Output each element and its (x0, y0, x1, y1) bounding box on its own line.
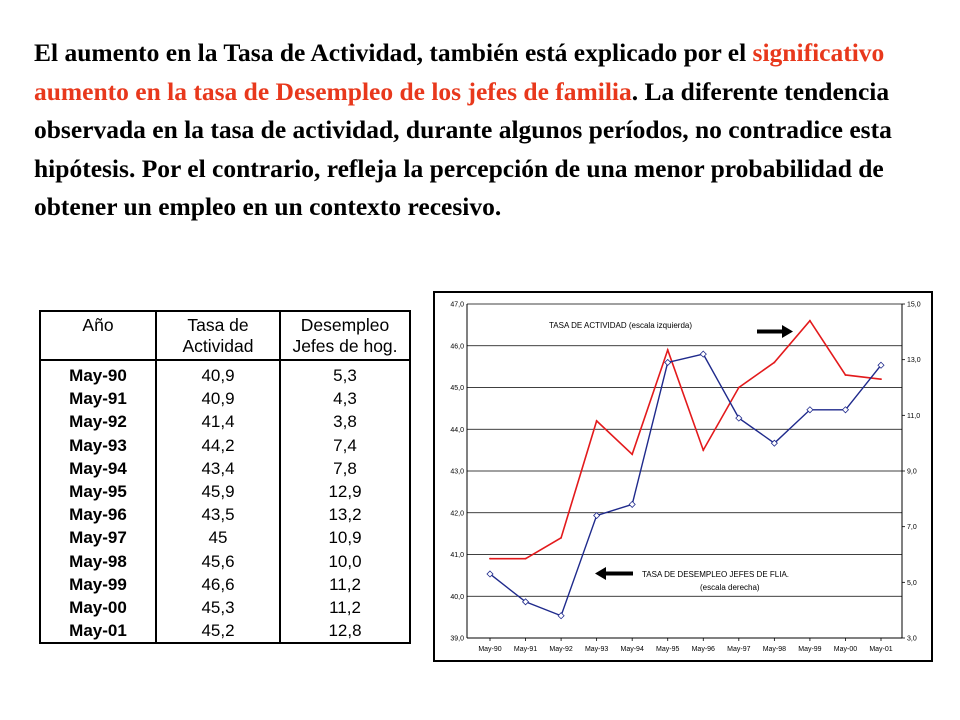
y-right-tick-label: 3,0 (907, 635, 917, 643)
cell-desempleo: 7,8 (280, 457, 409, 480)
actividad-point (845, 374, 847, 376)
line-chart (435, 293, 931, 660)
y-right-tick-label: 11,0 (907, 412, 921, 420)
cell-year: May-93 (69, 435, 127, 455)
y-left-tick-label: 45,0 (450, 385, 464, 392)
actividad-point (738, 387, 740, 389)
table-row (41, 526, 409, 549)
y-left-tick-label: 42,0 (450, 510, 464, 518)
actividad-point (809, 320, 811, 322)
actividad-point (596, 420, 598, 422)
cell-year: May-97 (69, 528, 127, 548)
desempleo-point (558, 613, 564, 619)
x-tick-label: May-01 (869, 646, 893, 653)
desempleo-point (629, 501, 635, 507)
cell-actividad: 45,3 (156, 596, 280, 619)
cell-desempleo: 7,4 (280, 434, 409, 457)
actividad-point (667, 349, 669, 351)
y-right-tick-label: 7,0 (907, 524, 917, 532)
x-tick-label: May-96 (691, 646, 715, 653)
x-tick-label: May-90 (478, 646, 502, 653)
intro-text-part1: El aumento en la Tasa de Actividad, también está explicado por el (34, 38, 753, 67)
table-row (41, 503, 409, 526)
actividad-point (560, 537, 562, 539)
cell-actividad: 44,2 (156, 434, 280, 457)
cell-actividad: 43,5 (156, 503, 280, 526)
cell-desempleo: 5,3 (280, 360, 409, 387)
cell-desempleo: 11,2 (280, 596, 409, 619)
table-row (41, 434, 409, 457)
actividad-point (489, 558, 491, 560)
y-left-tick-label: 46,0 (450, 343, 464, 351)
header-desempleo-line1: Desempleo (300, 315, 390, 335)
cell-actividad: 46,6 (156, 573, 280, 596)
cell-year: May-91 (69, 389, 127, 409)
cell-actividad: 45,6 (156, 550, 280, 573)
cell-year: May-94 (69, 458, 127, 478)
x-tick-label: May-00 (833, 646, 858, 653)
y-right-tick-label: 15,0 (907, 301, 921, 309)
actividad-point (631, 453, 633, 455)
x-tick-label: May-92 (549, 646, 573, 653)
header-actividad-line1: Tasa de (187, 315, 249, 335)
table-row (41, 480, 409, 503)
table-row (41, 550, 409, 573)
table-header-row (41, 312, 409, 360)
cell-actividad: 41,4 (156, 410, 280, 433)
chart-frame (433, 291, 933, 662)
table-row (41, 360, 409, 387)
cell-desempleo: 3,8 (280, 410, 409, 433)
header-actividad-line2: Actividad (182, 336, 254, 356)
table-row (41, 457, 409, 480)
cell-desempleo: 13,2 (280, 503, 409, 526)
actividad-point (525, 558, 527, 560)
desempleo-arrow-shaft (605, 572, 633, 576)
cell-year: May-00 (69, 597, 127, 617)
x-tick-label: May-97 (727, 646, 751, 653)
y-left-tick-label: 39,0 (450, 635, 464, 643)
x-tick-label: May-91 (513, 646, 538, 653)
data-table (41, 312, 409, 642)
table-row (41, 387, 409, 410)
cell-desempleo: 11,2 (280, 573, 409, 596)
series-actividad-line (490, 321, 881, 559)
cell-actividad: 45,9 (156, 480, 280, 503)
cell-year: May-92 (69, 412, 127, 432)
actividad-point (880, 378, 882, 380)
y-left-tick-label: 40,0 (450, 593, 464, 601)
actividad-arrow-shaft (757, 330, 783, 334)
header-year-label: Año (82, 315, 114, 335)
cell-actividad: 45 (156, 526, 280, 549)
actividad-annotation: TASA DE ACTIVIDAD (escala izquierda) (549, 321, 693, 330)
x-tick-label: May-99 (798, 646, 822, 653)
x-tick-label: May-94 (620, 646, 644, 653)
cell-actividad: 43,4 (156, 457, 280, 480)
intro-paragraph (34, 34, 934, 227)
data-table-frame (39, 310, 411, 644)
header-desempleo-line2: Jefes de hog. (292, 336, 398, 356)
actividad-point (702, 449, 704, 451)
intro-text-highlight: significativo aumento en la tasa de Desempleo de los jefes de familia (34, 38, 885, 106)
desempleo-point (700, 351, 706, 357)
y-right-tick-label: 9,0 (907, 468, 917, 476)
table-body (41, 360, 409, 642)
cell-year: May-95 (69, 482, 127, 502)
table-row (41, 410, 409, 433)
y-left-tick-label: 47,0 (450, 301, 464, 309)
table-row (41, 619, 409, 642)
cell-year: May-01 (69, 621, 127, 641)
y-left-tick-label: 41,0 (450, 552, 464, 559)
desempleo-annotation-line1: TASA DE DESEMPLEO JEFES DE FLIA. (642, 570, 790, 579)
y-left-tick-label: 43,0 (450, 468, 464, 476)
intro-text-part2: . La diferente tendencia observada en la tasa de actividad, durante algunos períodos, no contradice esta hipótesis. Por el contrario, refleja la percepción de una menor probabilidad de obtener un empleo en un contexto recesivo. (34, 76, 892, 221)
cell-desempleo: 12,9 (280, 480, 409, 503)
cell-actividad: 45,2 (156, 619, 280, 642)
y-right-tick-label: 5,0 (907, 579, 917, 587)
cell-actividad: 40,9 (156, 360, 280, 387)
desempleo-arrow-icon (595, 567, 606, 580)
actividad-arrow-icon (782, 325, 793, 338)
cell-desempleo: 10,9 (280, 526, 409, 549)
header-desempleo (280, 312, 409, 360)
header-year (41, 312, 156, 360)
cell-desempleo: 4,3 (280, 387, 409, 410)
x-tick-label: May-98 (762, 646, 787, 653)
x-tick-label: May-93 (584, 646, 609, 653)
y-left-tick-label: 44,0 (450, 426, 464, 434)
actividad-point (773, 362, 775, 364)
desempleo-annotation-line2: (escala derecha) (700, 583, 760, 592)
cell-desempleo: 10,0 (280, 550, 409, 573)
desempleo-point (665, 359, 671, 365)
desempleo-point (594, 513, 600, 519)
y-right-tick-label: 13,0 (907, 357, 921, 365)
cell-year: May-96 (69, 505, 127, 525)
cell-year: May-90 (69, 366, 127, 386)
cell-year: May-99 (69, 574, 127, 594)
table-row (41, 596, 409, 619)
cell-actividad: 40,9 (156, 387, 280, 410)
table-row (41, 573, 409, 596)
x-tick-label: May-95 (656, 646, 680, 653)
cell-year: May-98 (69, 551, 127, 571)
header-actividad (156, 312, 280, 360)
cell-desempleo: 12,8 (280, 619, 409, 642)
